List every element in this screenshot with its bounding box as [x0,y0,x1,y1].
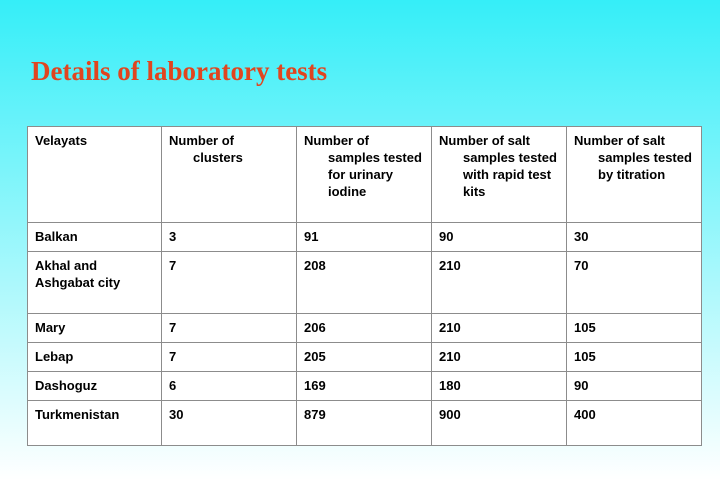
header-first-line: Number of [304,133,369,148]
table-cell: 879 [297,401,432,446]
header-cell [28,127,162,223]
slide-title: Details of laboratory tests [31,56,328,86]
table-cell: 210 [432,252,567,314]
table-cell: 169 [297,372,432,401]
table-cell: Turkmenistan [28,401,162,446]
table-cell: 3 [162,223,297,252]
header-cell [432,127,567,223]
header-first-line: Number of salt [574,133,666,148]
table-header-row [28,127,702,223]
table-cell: Dashoguz [28,372,162,401]
table-row [28,401,702,446]
table-cell: Balkan [28,223,162,252]
header-first-line: Number of [169,133,234,148]
header-continuation: samples tested for urinary iodine [328,150,422,199]
header-first-line: Number of salt [439,133,531,148]
table-cell: 7 [162,314,297,343]
header-continuation: samples tested by titration [598,150,692,182]
header-continuation: samples tested with rapid test kits [463,150,557,199]
header-cell [162,127,297,223]
table-cell: 105 [567,343,702,372]
table-cell: 90 [432,223,567,252]
table-cell: 900 [432,401,567,446]
header-continuation: clusters [193,150,243,165]
table-cell: 90 [567,372,702,401]
table-cell: 206 [297,314,432,343]
header-first-line: Velayats [35,133,88,148]
table-cell: 208 [297,252,432,314]
table-cell: 205 [297,343,432,372]
table-cell: 30 [567,223,702,252]
table-row [28,314,702,343]
table-cell: 210 [432,314,567,343]
table-cell: 70 [567,252,702,314]
table-cell: 91 [297,223,432,252]
table-cell: 180 [432,372,567,401]
table-cell: Akhal and Ashgabat city [28,252,162,314]
table-cell: 30 [162,401,297,446]
table-cell: 210 [432,343,567,372]
header-cell [567,127,702,223]
table-cell: 7 [162,343,297,372]
table-row [28,372,702,401]
table-cell: Lebap [28,343,162,372]
laboratory-tests-table [27,126,702,446]
table-cell: 400 [567,401,702,446]
table-row [28,223,702,252]
header-cell [297,127,432,223]
table-cell: 105 [567,314,702,343]
table-cell: 6 [162,372,297,401]
table-cell: 7 [162,252,297,314]
table-cell: Mary [28,314,162,343]
table-row [28,343,702,372]
table-row [28,252,702,314]
